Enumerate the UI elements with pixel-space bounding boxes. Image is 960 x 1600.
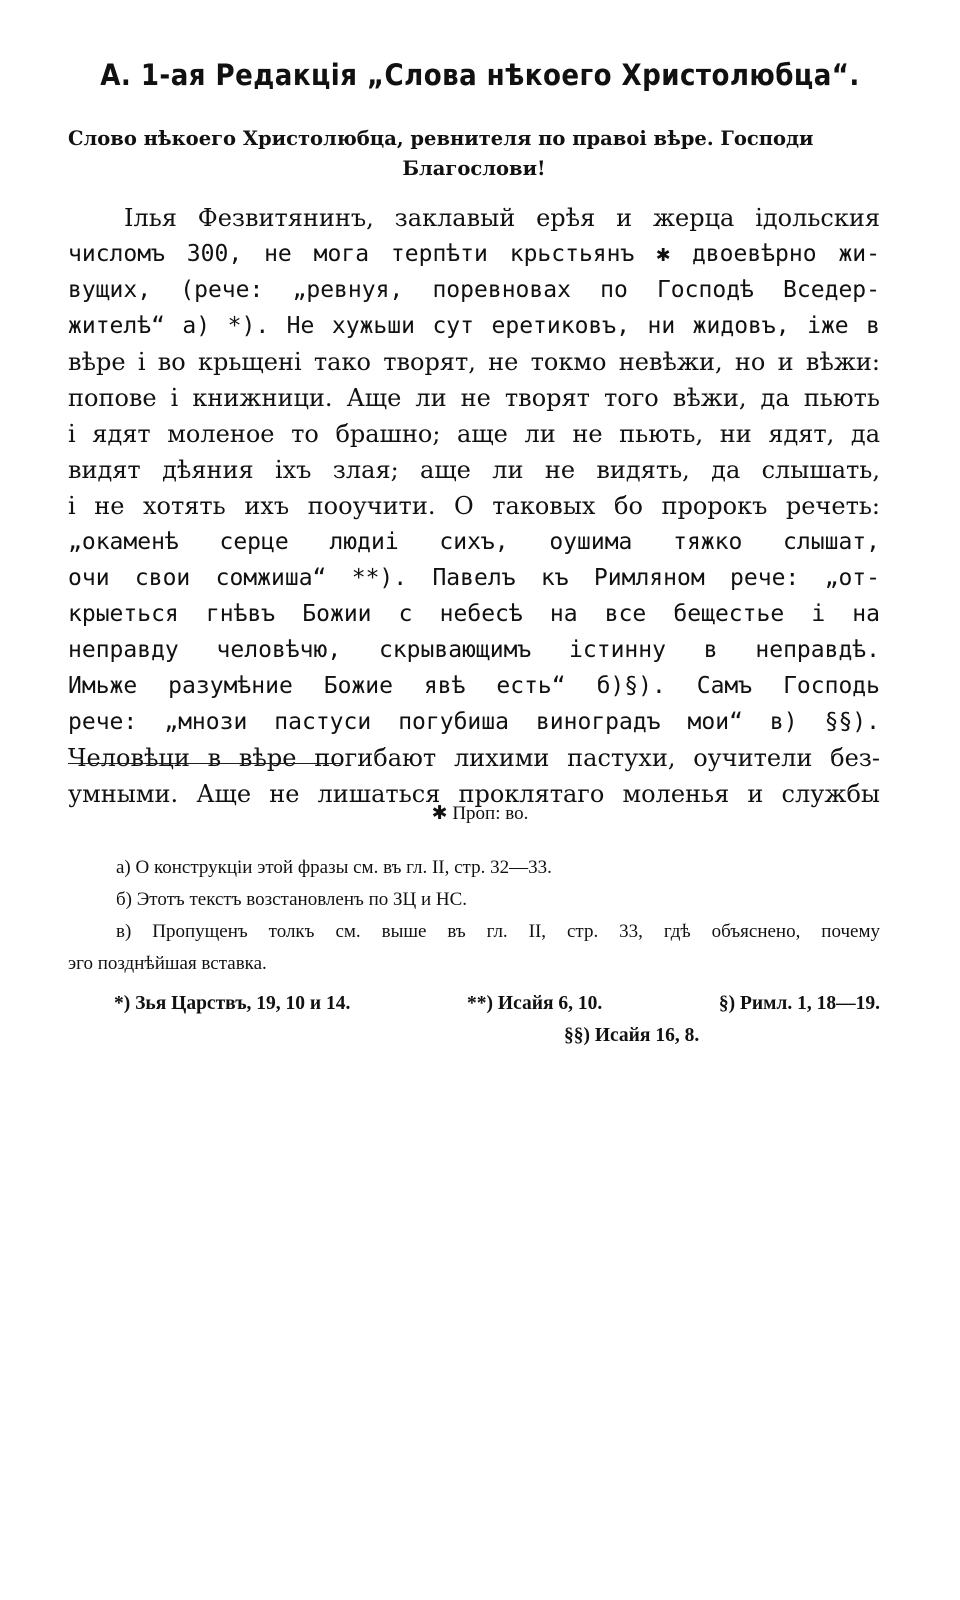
text-line: попове і книжници. Аще ли не творят того вѣжи, да пьють xyxy=(68,384,880,412)
footnotes xyxy=(68,852,880,980)
text-line: видят дѣяния іхъ злая; аще ли не видять, да слышать, xyxy=(68,456,880,484)
scripture-references xyxy=(68,988,880,1052)
reference: **) Исайя 6, 10. xyxy=(467,993,603,1014)
main-text xyxy=(68,200,880,812)
text-line: Человѣци в вѣре погибают лихими пастухи, оучители без- xyxy=(68,744,880,772)
footnote-divider xyxy=(68,763,340,764)
footnote: а) О конструкціи этой фразы см. въ гл. II, стр. 32—33. xyxy=(116,857,552,878)
text-line: і не хотять ихъ пооучити. О таковых бо пророкъ речеть: xyxy=(68,492,880,520)
text-line: числомъ 300, не мога терпѣти крьстьянъ ✱ двоевѣрно жи- xyxy=(68,241,880,267)
text-line: очи свои сомжиша“ **). Павелъ къ Римляном рече: „от- xyxy=(68,565,880,591)
footnote: в) Пропущенъ толкъ см. выше въ гл. II, стр. 33, гдѣ объяснено, почему xyxy=(116,921,880,942)
footnote: б) Этотъ текстъ возстановленъ по ЗЦ и НС. xyxy=(116,889,468,910)
text-line: рече: „мнози пастуси погубиша виноградъ мои“ в) §§). xyxy=(68,709,880,735)
text-line: неправду человѣчю, скрывающимъ істинну в неправдѣ. xyxy=(68,637,880,663)
text-line: жителѣ“ а) *). Не хужьши сут еретиковъ, ни жидовъ, іже в xyxy=(68,313,880,339)
reference: §§) Исайя 16, 8. xyxy=(564,1025,700,1046)
subtitle-line: Благослови! xyxy=(402,157,546,180)
text-line: і ядят моленое то брашно; аще ли не пьють, ни ядят, да xyxy=(68,420,880,448)
subtitle xyxy=(68,124,880,184)
text-line: крыеться гнѣвъ Божии с небесѣ на все бещестье і на xyxy=(68,601,880,627)
text-line: „окаменѣ серце людиі сихъ, оушима тяжко слышат, xyxy=(68,529,880,555)
footnote: эго позднѣйшая вставка. xyxy=(68,953,267,974)
reference: *) Зья Царствъ, 19, 10 и 14. xyxy=(114,993,351,1014)
text-line: Имьже разумѣние Божие явѣ есть“ б)§). Самъ Господь xyxy=(68,673,880,699)
page-title: А. 1-ая Редакція „Слова нѣкоего Христолюбца“. xyxy=(100,58,860,92)
text-line: умными. Аще не лишаться проклятаго моленья и службы xyxy=(68,780,880,808)
text-line: Ілья Фезвитянинъ, заклавый ерѣя и жерца ідольския xyxy=(124,204,880,232)
subtitle-line: Слово нѣкоего Христолюбца, ревнителя по правоі вѣре. Господи xyxy=(68,127,814,150)
reference: §) Римл. 1, 18—19. xyxy=(718,993,880,1014)
text-line: вущих, (рече: „ревнуя, поревновах по Господѣ Вседер- xyxy=(68,277,880,303)
marginal-note: ✱ Проп: во. xyxy=(431,803,529,824)
text-line: вѣре і во крьщені тако творят, не токмо невѣжи, но и вѣжи: xyxy=(68,348,880,376)
